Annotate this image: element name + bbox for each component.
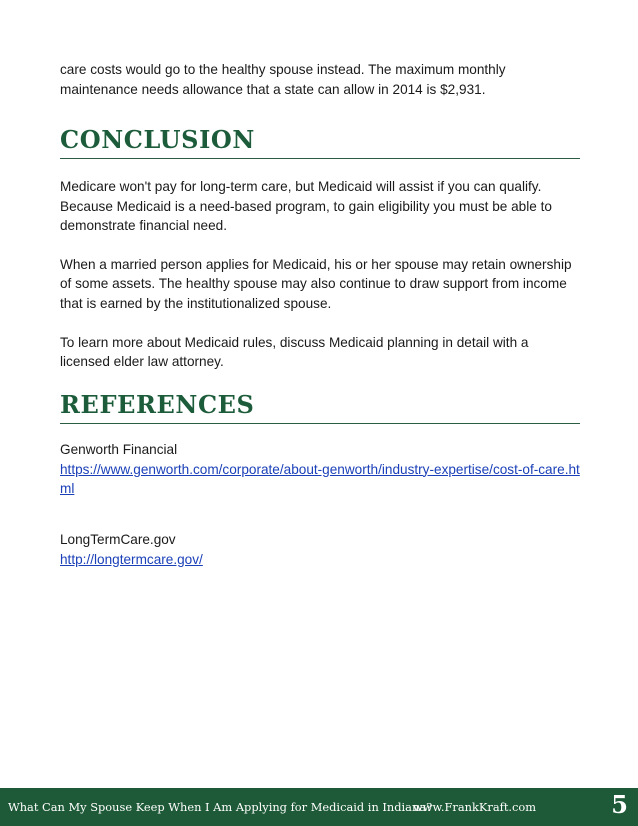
reference-name: LongTermCare.gov [60,532,176,547]
reference-link[interactable]: http://longtermcare.gov/ [60,551,203,567]
conclusion-body [60,177,580,372]
references-heading: REFERENCES [60,390,255,419]
reference-link[interactable]: https://www.genworth.com/corporate/about-genworth/industry-expertise/cost-of-care.html [60,461,580,497]
reference-name: Genworth Financial [60,442,178,457]
conclusion-paragraph: Medicare won't pay for long-term care, but Medicaid will assist if you can qualify. Because Medicaid is a need-based program, to gain eligibility you must be able to demonstrate financial need. [60,179,552,234]
references-divider [60,423,580,424]
footer-title: What Can My Spouse Keep When I Am Applying for Medicaid in Indiana? [8,800,433,814]
reference-item [60,440,580,499]
conclusion-heading: CONCLUSION [60,125,255,154]
page-number: 5 [611,790,628,819]
conclusion-paragraph: To learn more about Medicaid rules, discuss Medicaid planning in detail with a licensed elder law attorney. [60,334,529,370]
reference-item [60,530,580,569]
footer-website: www.FrankKraft.com [413,800,537,814]
intro-paragraph: care costs would go to the healthy spouse instead. The maximum monthly maintenance needs allowance that a state can allow in 2014 is $2,931. [60,62,506,97]
conclusion-paragraph: When a married person applies for Medicaid, his or her spouse may retain ownership of some assets. The healthy spouse may also continue to draw support from income that is earned by the institutionalized spouse. [60,256,572,311]
conclusion-divider [60,158,580,159]
page-footer [0,788,638,826]
